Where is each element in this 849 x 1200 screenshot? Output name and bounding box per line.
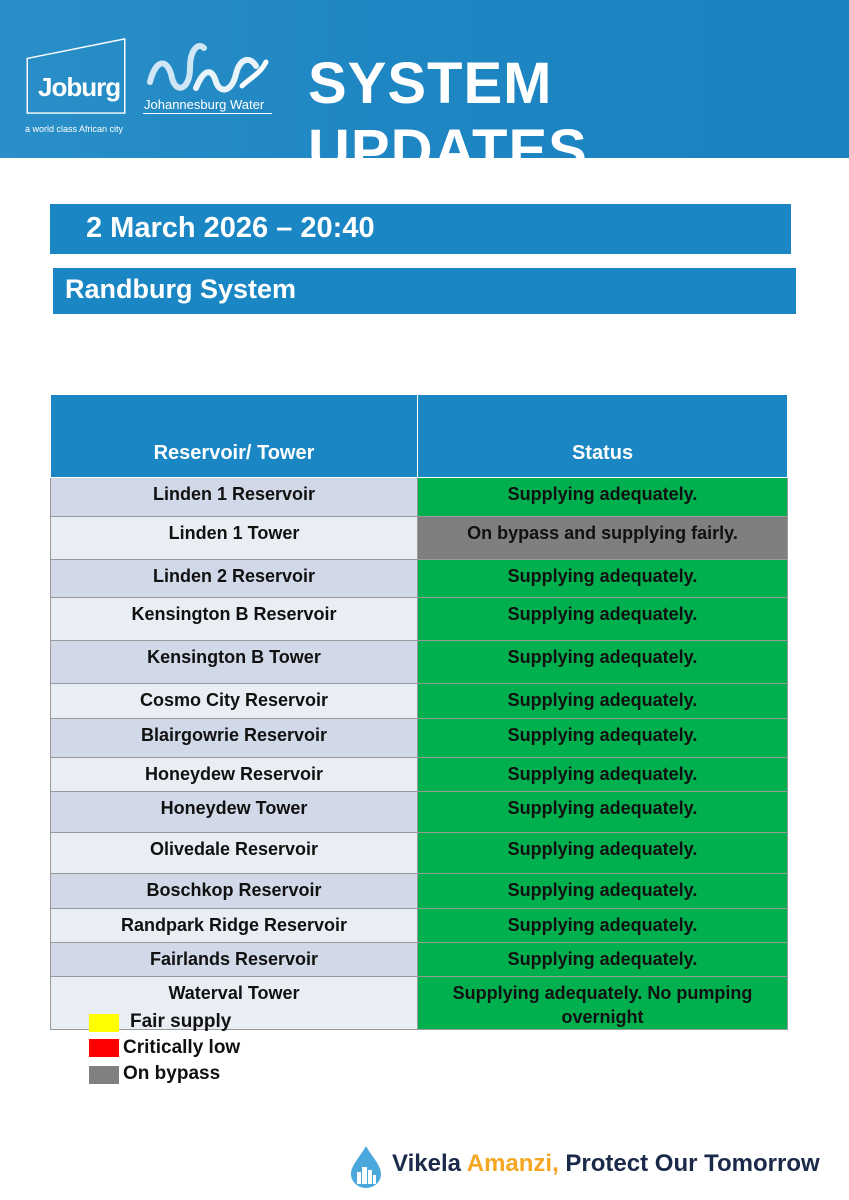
table-row [51, 833, 788, 874]
table-row [51, 943, 788, 977]
status-cell: Supplying adequately. [418, 598, 788, 641]
status-cell: Supplying adequately. [418, 758, 788, 792]
reservoir-name: Honeydew Reservoir [51, 758, 418, 792]
reservoir-name: Olivedale Reservoir [51, 833, 418, 874]
reservoir-name: Kensington B Tower [51, 641, 418, 684]
column-header-status: Status [418, 395, 788, 478]
table-row [51, 641, 788, 684]
status-cell: Supplying adequately. [418, 684, 788, 719]
slogan-part-1: Vikela [392, 1150, 467, 1177]
status-cell: Supplying adequately. [418, 719, 788, 758]
reservoir-name: Cosmo City Reservoir [51, 684, 418, 719]
status-cell: Supplying adequately. [418, 792, 788, 833]
reservoir-name: Blairgowrie Reservoir [51, 719, 418, 758]
johannesburg-water-logo-text: Johannesburg Water [144, 97, 265, 112]
table-row [51, 517, 788, 560]
status-cell: Supplying adequately. [418, 478, 788, 517]
reservoir-name: Waterval Tower [51, 977, 418, 1030]
header-banner [0, 0, 849, 183]
legend-label: Fair supply [130, 1011, 232, 1032]
reservoir-name: Linden 1 Reservoir [51, 478, 418, 517]
status-cell: On bypass and supplying fairly. [418, 517, 788, 560]
legend-swatch-red [89, 1039, 119, 1057]
table-row [51, 719, 788, 758]
legend-swatch-yellow [89, 1014, 119, 1032]
status-cell: Supplying adequately. [418, 943, 788, 977]
table-row [51, 478, 788, 517]
johannesburg-water-logo-icon [146, 38, 272, 98]
reservoir-name: Boschkop Reservoir [51, 874, 418, 909]
reservoir-name: Fairlands Reservoir [51, 943, 418, 977]
logo-divider [143, 113, 272, 114]
legend-swatch-grey [89, 1066, 119, 1084]
date-banner [50, 204, 791, 254]
table-row [51, 909, 788, 943]
table-header-row [51, 395, 788, 478]
reservoir-name: Kensington B Reservoir [51, 598, 418, 641]
slogan-highlight: Amanzi, [466, 1150, 559, 1177]
status-table [50, 394, 788, 1030]
table-row [51, 874, 788, 909]
joburg-logo: Joburg [38, 72, 121, 102]
table-row [51, 792, 788, 833]
table-row [51, 684, 788, 719]
legend-label: On bypass [123, 1063, 221, 1084]
status-cell: Supplying adequately. [418, 909, 788, 943]
table-row [51, 598, 788, 641]
reservoir-name: Linden 1 Tower [51, 517, 418, 560]
system-name: Randburg System [65, 274, 297, 304]
reservoir-name: Randpark Ridge Reservoir [51, 909, 418, 943]
slogan-part-2: Protect Our Tomorrow [558, 1150, 820, 1177]
page-title: SYSTEM UPDATES [308, 51, 588, 183]
reservoir-name: Honeydew Tower [51, 792, 418, 833]
status-cell: Supplying adequately. No pumping overnight [418, 977, 788, 1030]
table-row [51, 758, 788, 792]
legend-label: Critically low [123, 1037, 241, 1058]
system-banner [53, 268, 796, 314]
date-text: 2 March 2026 – 20:40 [86, 212, 375, 244]
joburg-tagline: a world class African city [25, 124, 124, 134]
status-cell: Supplying adequately. [418, 560, 788, 598]
status-cell: Supplying adequately. [418, 641, 788, 684]
column-header-reservoir: Reservoir/ Tower [51, 395, 418, 478]
status-cell: Supplying adequately. [418, 833, 788, 874]
table-row [51, 560, 788, 598]
status-cell: Supplying adequately. [418, 874, 788, 909]
slogan-text [392, 1150, 820, 1178]
reservoir-name: Linden 2 Reservoir [51, 560, 418, 598]
water-drop-city-icon [348, 1145, 384, 1189]
